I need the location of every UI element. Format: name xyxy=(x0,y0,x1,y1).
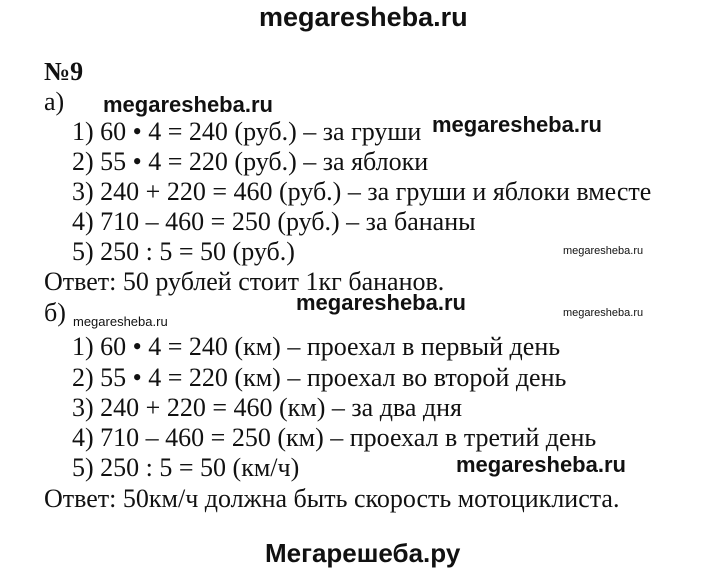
part-a-step-2: 2) 55 • 4 = 220 (руб.) – за яблоки xyxy=(72,147,429,176)
part-a-step-1: 1) 60 • 4 = 240 (руб.) – за груши xyxy=(72,117,422,146)
watermark: megaresheba.ru xyxy=(432,112,602,137)
part-a-step-5: 5) 250 : 5 = 50 (руб.) xyxy=(72,237,295,266)
footer-brand: Мегарешеба.ру xyxy=(265,538,461,568)
part-a-step-3: 3) 240 + 220 = 460 (руб.) – за груши и яблоки вместе xyxy=(72,177,652,206)
part-b-step-2: 2) 55 • 4 = 220 (км) – проехал во второй день xyxy=(72,363,567,392)
watermark: megaresheba.ru xyxy=(296,290,466,315)
part-b-step-3: 3) 240 + 220 = 460 (км) – за два дня xyxy=(72,393,462,422)
part-b-step-5: 5) 250 : 5 = 50 (км/ч) xyxy=(72,453,300,482)
part-b-answer: Ответ: 50км/ч должна быть скорость мотоциклиста. xyxy=(44,484,620,513)
site-header: megaresheba.ru xyxy=(259,2,468,32)
part-a-step-4: 4) 710 – 460 = 250 (руб.) – за бананы xyxy=(72,207,476,236)
watermark: megaresheba.ru xyxy=(456,452,626,477)
watermark: megaresheba.ru xyxy=(103,92,273,117)
watermark: megaresheba.ru xyxy=(563,245,644,257)
part-b-step-1: 1) 60 • 4 = 240 (км) – проехал в первый день xyxy=(72,332,561,361)
watermark: megaresheba.ru xyxy=(73,314,168,329)
part-b-step-4: 4) 710 – 460 = 250 (км) – проехал в третий день xyxy=(72,423,597,452)
part-a-label: а) xyxy=(44,87,65,116)
part-a-answer: Ответ: 50 рублей стоит 1кг бананов. xyxy=(44,267,445,296)
problem-number: №9 xyxy=(44,57,84,86)
part-b-label: б) xyxy=(44,298,66,327)
watermark: megaresheba.ru xyxy=(563,307,644,319)
